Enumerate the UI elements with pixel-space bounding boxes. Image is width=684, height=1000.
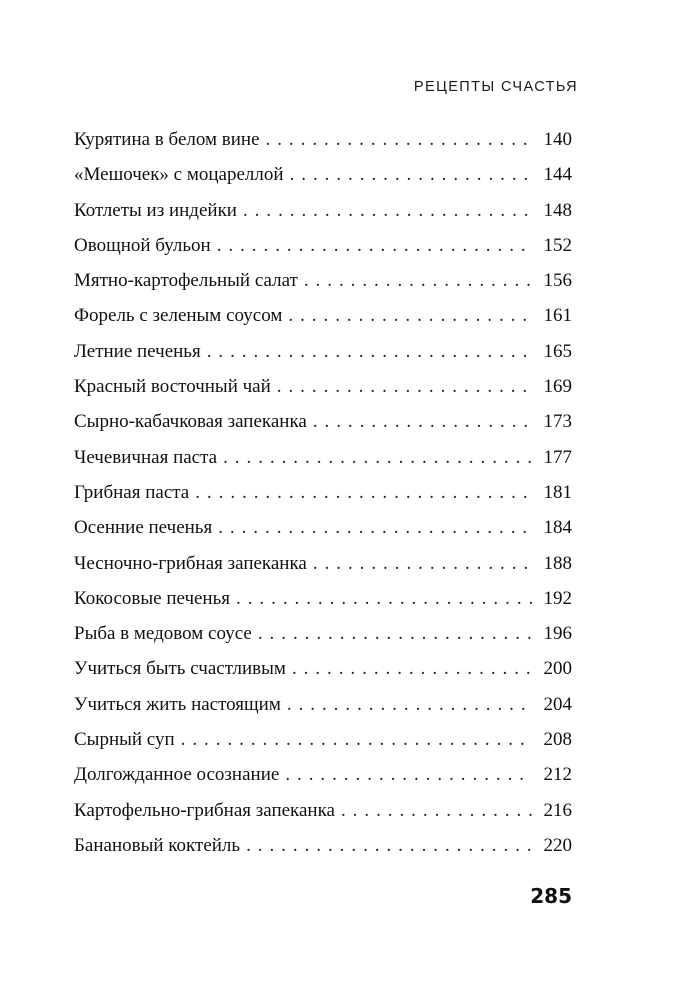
toc-entry-title: Банановый коктейль xyxy=(74,834,241,856)
dot-leader xyxy=(287,687,532,722)
toc-entry[interactable] xyxy=(74,687,572,722)
dot-leader xyxy=(313,546,532,581)
toc-entry-title: Курятина в белом вине xyxy=(74,129,260,150)
page-number: 285 xyxy=(530,884,572,908)
dot-leader xyxy=(236,581,532,616)
toc-entry-title: Учиться жить настоящим xyxy=(74,693,281,715)
dot-leader xyxy=(304,263,532,298)
dot-leader xyxy=(285,757,532,792)
toc-entry-page: 212 xyxy=(543,764,572,786)
toc-entry-page: 161 xyxy=(543,305,572,327)
toc-entry-page: 165 xyxy=(543,340,572,362)
toc-entry-page: 181 xyxy=(543,481,572,503)
toc-entry-page: 148 xyxy=(543,199,572,221)
dot-leader xyxy=(223,440,532,475)
toc-entry[interactable] xyxy=(74,616,572,651)
toc-entry[interactable] xyxy=(74,369,572,404)
toc-entry-title: Кокосовые печенья xyxy=(74,587,231,609)
toc-entry-title: «Мешочек» с моцареллой xyxy=(74,164,284,186)
toc-entry-page: 144 xyxy=(543,164,572,186)
toc-entry-page: 156 xyxy=(543,270,572,292)
dot-leader xyxy=(207,334,532,369)
toc-entry-title: Сырный суп xyxy=(74,729,175,751)
toc-entry-page: 196 xyxy=(543,623,572,645)
toc-entry-page: 216 xyxy=(543,799,572,821)
running-header: РЕЦЕПТЫ СЧАСТЬЯ xyxy=(413,79,578,95)
toc-entry-page: 177 xyxy=(543,446,572,468)
toc-entry[interactable] xyxy=(74,475,572,510)
dot-leader xyxy=(243,193,532,228)
toc-entry[interactable] xyxy=(74,193,572,228)
toc-entry-page: 192 xyxy=(543,587,572,609)
toc-entry-title: Красный восточный чай xyxy=(74,376,271,398)
toc-entry[interactable] xyxy=(74,651,572,686)
toc-entry-title: Мятно-картофельный салат xyxy=(74,270,298,292)
toc-entry[interactable] xyxy=(74,404,572,439)
dot-leader xyxy=(341,793,532,828)
toc-entry-page: 188 xyxy=(543,552,572,574)
toc-entry[interactable] xyxy=(74,546,572,581)
dot-leader xyxy=(292,651,532,686)
toc-entry[interactable] xyxy=(74,298,572,333)
toc-entry-page: 140 xyxy=(543,129,572,150)
toc-entry[interactable] xyxy=(74,157,572,192)
toc-entry-title: Овощной бульон xyxy=(74,234,211,256)
toc-entry-title: Сырно-кабачковая запеканка xyxy=(74,411,307,433)
toc-entry-page: 204 xyxy=(543,693,572,715)
toc-entry-title: Учиться быть счастливым xyxy=(74,658,286,680)
dot-leader xyxy=(277,369,532,404)
dot-leader xyxy=(258,616,532,651)
dot-leader xyxy=(288,298,532,333)
toc-entry[interactable] xyxy=(74,263,572,298)
dot-leader xyxy=(313,404,532,439)
toc-entry-title: Чесночно-грибная запеканка xyxy=(74,552,307,574)
dot-leader xyxy=(290,157,532,192)
toc-entry-page: 200 xyxy=(543,658,572,680)
toc-entry[interactable] xyxy=(74,228,572,263)
toc-entry-title: Грибная паста xyxy=(74,481,190,503)
toc-entry[interactable] xyxy=(74,334,572,369)
toc-entry-title: Картофельно-грибная запеканка xyxy=(74,799,335,821)
toc-entry-page: 220 xyxy=(543,834,572,856)
toc-entry-title: Долгожданное осознание xyxy=(74,764,280,786)
toc-entry-title: Осенние печенья xyxy=(74,517,213,539)
dot-leader xyxy=(246,828,532,863)
toc-entry[interactable] xyxy=(74,757,572,792)
toc-entry-page: 169 xyxy=(543,376,572,398)
toc-entry-title: Рыба в медовом соусе xyxy=(74,623,252,645)
toc-entry-page: 184 xyxy=(543,517,572,539)
dot-leader xyxy=(181,722,532,757)
dot-leader xyxy=(217,228,532,263)
toc-entry[interactable] xyxy=(74,510,572,545)
toc-entry[interactable] xyxy=(74,828,572,863)
toc-entry[interactable] xyxy=(74,440,572,475)
dot-leader xyxy=(266,122,532,157)
toc-entry-page: 208 xyxy=(543,729,572,751)
toc-entry-page: 152 xyxy=(543,234,572,256)
table-of-contents xyxy=(74,122,572,863)
toc-entry-title: Форель с зеленым соусом xyxy=(74,305,283,327)
dot-leader xyxy=(218,510,532,545)
dot-leader xyxy=(195,475,532,510)
toc-entry[interactable] xyxy=(74,722,572,757)
toc-entry-title: Котлеты из индейки xyxy=(74,199,237,221)
toc-entry[interactable] xyxy=(74,581,572,616)
toc-entry-title: Чечевичная паста xyxy=(74,446,218,468)
toc-entry[interactable] xyxy=(74,122,572,157)
toc-entry-page: 173 xyxy=(543,411,572,433)
toc-entry[interactable] xyxy=(74,793,572,828)
toc-entry-title: Летние печенья xyxy=(74,340,201,362)
